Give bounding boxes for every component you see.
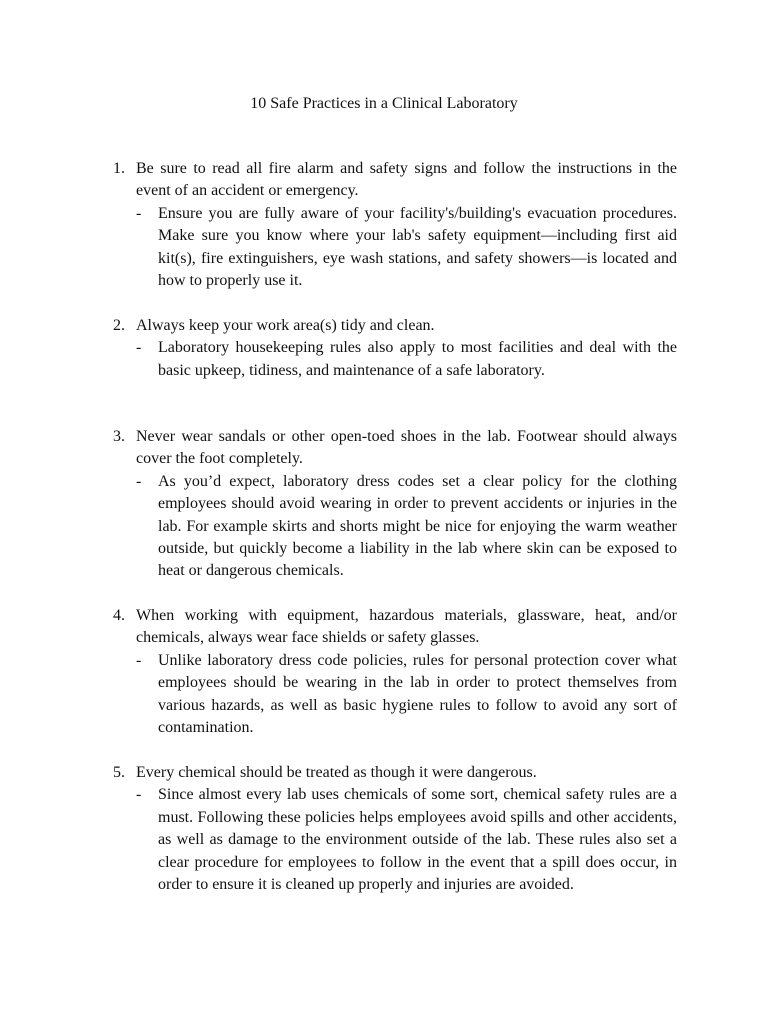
item-number: 2. — [113, 317, 125, 334]
sub-bullet-text: Unlike laboratory dress code policies, rules for personal protection cover what employees should be wearing in the lab in order to protect themselves from various hazards, as well as basic hygiene rules to follow to avoid any sort of contamination. — [158, 651, 677, 737]
list-item — [113, 158, 677, 292]
list-item — [113, 605, 677, 739]
item-main-text — [113, 605, 677, 650]
dash-marker: - — [136, 651, 142, 669]
item-number: 3. — [113, 428, 125, 445]
item-main-text — [113, 762, 677, 784]
item-text: When working with equipment, hazardous materials, glassware, heat, and/or chemicals, always wear face shields or safety glasses. — [136, 607, 677, 647]
item-text: Every chemical should be treated as though it were dangerous. — [136, 764, 537, 781]
list-item — [113, 315, 677, 382]
sub-bullet-text: Laboratory housekeeping rules also apply to most facilities and deal with the basic upkeep, tidiness, and maintenance of a safe laboratory. — [158, 339, 677, 379]
item-number: 1. — [113, 160, 125, 177]
sub-bullet-text: Since almost every lab uses chemicals of some sort, chemical safety rules are a must. Following these policies helps employees avoid spills and other accidents, as well as damage to the environment outside of the lab. These rules also set a clear procedure for employees to follow in the event that a spill does occur, in order to ensure it is cleaned up properly and injuries are avoided. — [158, 786, 677, 894]
dash-marker: - — [136, 339, 142, 357]
item-text: Always keep your work area(s) tidy and clean. — [136, 317, 435, 334]
dash-marker: - — [136, 472, 142, 490]
item-number: 4. — [113, 607, 125, 624]
dash-marker: - — [136, 204, 142, 222]
sub-bullet-text: Ensure you are fully aware of your facility's/building's evacuation procedures. Make sure you know where your lab's safety equipment—including first aid kit(s), fire extinguishers, eye wash stations, and safety showers—is located and how to properly use it. — [158, 204, 677, 290]
item-main-text — [113, 315, 677, 337]
sub-bullet — [136, 784, 677, 896]
sub-bullet — [136, 337, 677, 382]
item-text: Never wear sandals or other open-toed shoes in the lab. Footwear should always cover the foot completely. — [136, 428, 677, 468]
list-item — [113, 762, 677, 896]
item-main-text — [113, 158, 677, 203]
dash-marker: - — [136, 786, 142, 804]
item-main-text — [113, 426, 677, 471]
item-number: 5. — [113, 764, 125, 781]
sub-bullet — [136, 650, 677, 740]
page-title: 10 Safe Practices in a Clinical Laboratory — [250, 95, 518, 112]
sub-bullet — [136, 203, 677, 293]
item-text: Be sure to read all fire alarm and safety signs and follow the instructions in the event of an accident or emergency. — [136, 160, 677, 200]
sub-bullet-text: As you’d expect, laboratory dress codes set a clear policy for the clothing employees should avoid wearing in order to prevent accidents or injuries in the lab. For example skirts and shorts might be nice for enjoying the warm weather outside, but quickly become a liability in the lab where skin can be exposed to heat or dangerous chemicals. — [158, 472, 677, 580]
sub-bullet — [136, 471, 677, 583]
list-item — [113, 426, 677, 583]
